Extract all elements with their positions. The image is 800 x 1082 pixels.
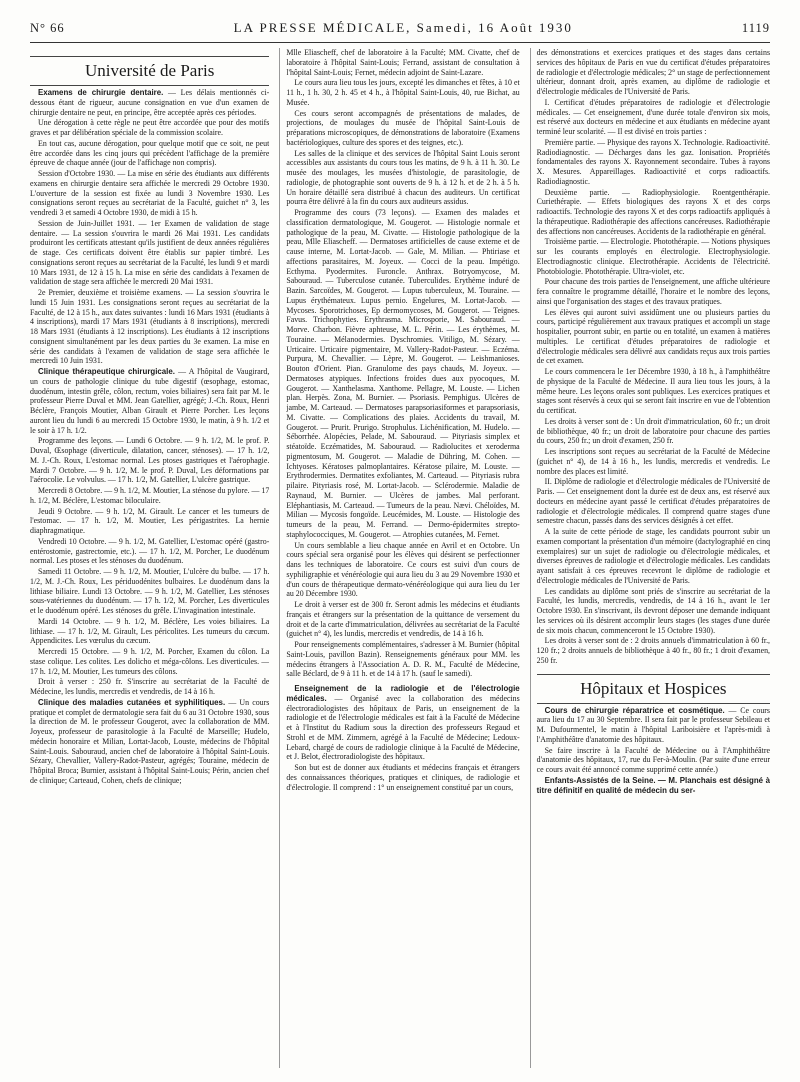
paragraph: Troisième partie. — Electrologie. Photothérapie. — Notions physiques sur les courants employés en électrologie. Electrophysiologie. Electrodiagnostic clinique. Electrothérapie. Accidents de l'électricité. Photobiologie. Photothérapie. Ultra-violet, etc. <box>536 237 771 276</box>
paragraph-heading: Examens de chirurgie dentaire. <box>38 88 164 97</box>
paragraph: des démonstrations et exercices pratiques et des stages dans certains services des hôpitaux de Paris en vue du certificat d'études préparatoires de radiologie et d'électrologie médicales; 2° un stage de perfectionnement ultérieur, donnant droit, après examen, au diplôme de radiologie et d'électrologie médicales de l'Université de Paris. <box>536 48 771 96</box>
paragraph <box>537 776 770 796</box>
paragraph: Les droits à verser sont de : 2 droits annuels d'immatriculation à 60 fr., 120 fr.; 2 droits annuels de bibliothèque à 40 fr., 80 fr.; 1 droit d'examen, 250 fr. <box>536 636 771 665</box>
column-2 <box>279 48 519 1068</box>
section-title-hopitaux: Hôpitaux et Hospices <box>537 674 770 704</box>
paragraph-heading: Clinique des maladies cutanées et syphilitiques. <box>38 697 226 707</box>
paragraph-text: — Ce cours aura lieu du 17 au 30 Septembre. Il sera fait par le professeur Sebileau et M. Dufourmentel, le matin à l'hôpital Lariboisière et l'après-midi à l'Amphithéâtre d'anatomie des hôpitaux. <box>536 705 771 744</box>
paragraph-heading: Cours de chirurgie réparatrice et cosmétique. <box>544 705 725 715</box>
page-number: 1119 <box>741 21 770 35</box>
paragraph <box>30 698 269 786</box>
paragraph-text: — Un cours pratique et complet de dermatologie sera fait du 6 au 31 Octobre 1930, sous la direction de M. le professeur Gougerot, avec la collaboration de MM. Joyeux, professeur de parasitologie à la Faculté de Marseille; Hudelo, médecin honoraire et Milian, Lortat-Jacob, Louste, médecins de l'hôpital Saint-Louis. Sabouraud, ancien chef de laboratoire à l'hôpital Saint-Louis. Sézary, Chevallier, Vallery-Radot-Pasteur, agrégés; Touraine, médecin de l'hôpital Broca; Burnier, assistant à l'hôpital Saint-Louis; Périn, ancien chef de clinique; Carteaud, Cohen, chefs de clinique; <box>30 697 270 785</box>
paragraph: Les élèves qui auront suivi assidûment une ou plusieurs parties du cours, participé régulièrement aux travaux pratiques et accompli un stage hospitalier, pourront subir, en partie ou en totalité, un examen à matières multiples. Le certificat d'études préparatoires de radiologie et d'électrologie médicales sera délivré aux candidats reçus aux trois parties de cet examen. <box>536 307 771 366</box>
paragraph: Mardi 14 Octobre. — 9 h. 1/2, M. Béclère, Les voies biliaires. La lithiase. — 17 h. 1/2, M. Girault, Les péricolites. Les tumeurs du cæcum. Appendicites. Les vœrulus du cæcum. <box>30 616 270 646</box>
paragraph: En tout cas, aucune dérogation, pour quelque motif que ce soit, ne peut être accordée dans les cinq jours qui précèdent l'affichage de la première épreuve de chaque année (jour de l'affichage non compris). <box>30 138 270 168</box>
paragraph: Mercredi 8 Octobre. — 9 h. 1/2, M. Moutier, La sténose du pylore. — 17 h. 1/2, M. Béclère, L'estomac biloculaire. <box>30 486 270 505</box>
paragraph: Droit à verser : 250 fr. S'inscrire au secrétariat de la Faculté de Médecine, les lundis, mercredis et vendredis, de 14 à 16 h. <box>30 677 270 696</box>
paragraph <box>30 88 269 117</box>
paragraph: Se faire inscrire à la Faculté de Médecine ou à l'Amphithéâtre d'anatomie des hôpitaux, 17, rue du Fer-à-Moulin. (Par suite d'une erreur ce cours avait été annoncé comme supprimé cette année.) <box>536 745 771 774</box>
paragraph-text: — M. Planchais est désigné à titre définitif en qualité de médecin du ser- <box>536 775 771 795</box>
paragraph-text: — Les délais mentionnés ci-dessous étant de rigueur, aucune consignation en vue d'un examen de chirurgie dentaire ne peut, en principe, être acceptée après ces périodes. <box>30 88 270 117</box>
paragraph: Pour chacune des trois parties de l'enseignement, une affiche ultérieure fera connaître le programme détaillé, l'horaire et le nombre des leçons, ainsi que l'organisation des stages et des travaux pratiques. <box>536 277 771 306</box>
paragraph: A la suite de cette période de stage, les candidats pourront subir un examen comportant la présentation d'un mémoire (dactylographié en cinq exemplaires) sur un sujet de radiologie ou d'électrologie médicales, et diverses épreuves de radiologie et d'électrologie médicales. Les candidats ayant satisfait à ces épreuves recevront le diplôme de radiologie et d'électrologie médicales de l'Université de Paris. <box>536 527 771 585</box>
section-title-universite: Université de Paris <box>30 56 269 86</box>
paragraph-heading: Clinique thérapeutique chirurgicale. <box>38 367 175 376</box>
paragraph: Mlle Eliascheff, chef de laboratoire à la Faculté; MM. Civatte, chef de laboratoire à l'hôpital Saint-Louis; Ferrand, assistant de consultation à l'hôpital Saint-Louis; Fernet, médecin adjoint de Saint-Lazare. <box>286 48 520 77</box>
paragraph-heading: Enfants-Assistés de la Seine. <box>544 775 656 785</box>
paragraph <box>537 706 770 745</box>
page-header <box>30 20 770 40</box>
paragraph: Un cours semblable a lieu chaque année en Avril et en Octobre. Un cours spécial sera organisé pour les élèves qui désirent se perfectionner dans les techniques de laboratoire. Ce cours est suivi d'un cours de syphiligraphie et vénéréologie qui aura lieu du 3 au 29 Novembre 1930 et d'un cours de thérapeutique dermato-vénéréologique qui aura lieu du 1er au 20 Décembre 1930. <box>286 540 520 599</box>
paragraph: Pour renseignements complémentaires, s'adresser à M. Burnier (hôpital Saint-Louis, pavillon Bazin). Renseignements généraux pour MM. les médecins étrangers à l'Association A. D. R. M., Faculté de Médecine, salle Béclard, de 9 à 11 h. et de 14 à 17 h. (sauf le samedi). <box>286 640 520 679</box>
paragraph: Le cours aura lieu tous les jours, excepté les dimanches et fêtes, à 10 et 11 h., 1 h. 30, 2 h. 45 et 4 h., à l'hôpital Saint-Louis, 40, rue Bichat, au Musée. <box>286 78 520 107</box>
paragraph: Session d'Octobre 1930. — La mise en série des étudiants aux différents examens en chirurgie dentaire sera affichée le mercredi 29 Octobre 1930. L'ouverture de la session est fixée au lundi 3 Novembre 1930. Les consignations seront reçues au secrétariat de la Faculté, guichet n° 3, les vendredi 3 et samedi 4 Octobre 1930, de midi à 15 h. <box>30 169 270 217</box>
paragraph: Les inscriptions sont reçues au secrétariat de la Faculté de Médecine (guichet n° 4), de 14 à 16 h., les lundis, mercredis et vendredis. Le nombre des places est limité. <box>536 447 771 476</box>
paragraph: Les salles de la clinique et des services de l'hôpital Saint Louis seront accessibles aux assistants du cours tous les matins, de 9 h. à 11 h. 30. Le musée des moulages, les musées d'histologie, de parasitologie, de radiologie, de photographie sont ouverts de 9 h. à 12 h. et de 2 h. à 5 h. Un horaire détaillé sera distribué à chacun des auditeurs. Un certificat pourra être délivré à la fin du cours aux auditeurs assidus. <box>286 148 520 207</box>
paragraph: Programme des cours (73 leçons). — Examen des malades et classification dermatologique, M. Gougerot. — Histologie normale et pathologique de la peau, M. Civatte. — Histologie pathologique de la peau, Mlle Eliascheff. — Dermatoses artificielles de cause externe et de cause interne, M. Lortat-Jacob. — Gale, M. Milian. — Phtiriase et affections parasitaires, M. Joyeux. — Cocci de la peau. Impétigo. Ecthyma. Pyodermites. Furoncle. Anthrax. Botryomycose, M. Sabouraud. — Tuberculose cutanée. Tuberculides. Erythème induré de Bazin. Sarcoïdes, M. Gougerot. — Lupus tuberculeux, M. Touraine. — Lupus érythémateux. Lupus pernio. Engelures, M. Lortat-Jacob. — Mycoses. Sporotrichoses, Ep dermomycoses, M. Gougerot. — Teignes. Favus. Trichophyties. Erythrasma. Microsporie, M. Sabouraud. — Morve. Charbon. Fièvre aphteuse, M. L. Périn. — Les érythèmes, M. Touraine. — Mélanodermies. Dyschromies. Vitiligo, M. Sézary. — Urticaire. Urticaire pigmentaire, M. Vallery-Radot-Pasteur. — Eczéma. Purpura, M. Chevallier. — Lèpre, M. Gougerot. — Leishmanioses. Bouton d'Orient. Pian. Granulome des pays chauds, M. Joyeux. — Dermatoses atypiques. Infections froides dues aux pyocoques, M. Gougerot. — Xanthelasma. Xanthome. Pellagre, M. Louste. — Lichen plan. Herpès. Zona, M. Burnier. — Psoriasis. Pemphigus. Ulcères de jambe, M. Carteaud. — Dermatoses parapsoriasiformes et parapsoriasis, M. Civatte. — Complications des plaies. Accidents du travail, M. Gougerot. — Prurit. Prurigo. Strophulus. Lichénification, M. Hudelo. — Séborrhée. Alopécies, Pelade, M. Sabouraud. — Pityriasis simplex et stéatoïde. Eczématides, M. Sabouraud. — Radiolucites et xeroderma pigmentosum, M. Gougerot. — Maladie de Dühring, M. Cohen. — Ichtyoses. Kératoses palmoplantaires. Kératose pilaire, M. Louste. — Erythrodermies. Dermatites exfoliantes, M. Carteaud. — Pityriasis rubra pilaire. Pityriasis rosé, M. Lortat-Jacob. — Sclérodermie. Maladie de Raynaud, M. Burnier. — Ulcères de jambes. Mal perforant. Eléphantiasis, M. Carteaud. — Tumeurs de la peau. Nævi. Chéloïdes, M. Milian — Mycosis fongoïde. Leucémides, M. Louste. — Histologie des tumeurs de la peau, M. Ferrand. — Dermo-épidermites strepto-staphylococciques, M. Gougerot. — Atrophies cutanées, M. Fernet. <box>286 208 520 539</box>
columns <box>30 48 770 1068</box>
paragraph-text: — A l'hôpital de Vaugirard, un cours de pathologie clinique du tube digestif (œsophage, estomac, duodénum, intestin grêle, côlon, rectum, voies biliaires) sera fait par M. le professeur Pierre Duval et MM. Jean Gatellier, agrégé; J.-Ch. Roux, Henri Béclère, François Moutier, Alban Girault et Pierre Porcher. Les leçons auront lieu du lundi 6 au mercredi 15 Octobre 1930, le matin, à 9 h. 1/2 et le soir à 17 h. 1/2. <box>30 367 270 435</box>
paragraph-heading: Enseignement de la radiologie et de l'électrologie médicales. <box>286 684 520 703</box>
paragraph-text: — Organisé avec la collaboration des médecins électroradiologistes des hôpitaux de Paris, un enseignement de la radiologie et de l'électrologie médicales est fait à la Faculté de Médecine et à l'Institut du Radium sous la direction des professeurs Regaud et Strohl et de MM. Zimmern, agrégé à la Faculté de Médecine; Ledoux-Lebard, chargé de cours de radiologie clinique à la Faculté de Médecine, et J. Belot, électroradiologiste des hôpitaux. <box>286 693 520 762</box>
paragraph: Vendredi 10 Octobre. — 9 h. 1/2, M. Gatellier, L'estomac opéré (gastro-entérostomie, gastrectomie, etc.). — 17 h. 1/2, M. Porcher, Le duodénum normal. Les ptoses et les sténoses du duodénum. <box>30 536 270 566</box>
paragraph: Jeudi 9 Octobre. — 9 h. 1/2, M. Girault. Le cancer et les tumeurs de l'estomac. — 17 h. 1/2, M. Moutier, Les périgastrites. La hernie diaphragmatique. <box>30 506 270 535</box>
column-1 <box>30 48 269 1068</box>
paragraph: Deuxième partie. — Radiophysiologie. Roentgenthérapie. Curiethérapie. — Effets biologiques des rayons X et des corps radioactifs. Technologie des rayons X et des corps radioactifs appliqués à la thérapeutique. Radiothérapie des affections cancéreuses. Radiothérapie des affections non cancéreuses. Accidents de la radiothérapie en général. <box>536 187 771 236</box>
paragraph: Les candidats au diplôme sont priés de s'inscrire au secrétariat de la Faculté, les lundis, mercredis, vendredis, de 14 à 16 h., avant le 1er Octobre 1930. En s'inscrivant, ils devront déposer une demande indiquant les services où ils désirent accomplir leurs stages (les stages d'une durée de six mois chacun, commenceront le 15 Octobre 1930). <box>536 586 771 635</box>
header-rule <box>30 42 770 43</box>
paragraph: Son but est de donner aux étudiants et médecins français et étrangers des connaissances théoriques, pratiques et cliniques, de radiologie et d'électrologie. Il comprend : 1° un enseignement constitué par un cours, <box>286 763 520 792</box>
paragraph: Samedi 11 Octobre. — 9 h. 1/2, M. Moutier, L'ulcère du bulbe. — 17 h. 1/2, M. J.-Ch. Roux, Les périduodénites bulbaires. Le duodénum dans la lithiase biliaire. Lundi 13 Octobre. — 9 h. 1/2, M. Gatellier, Les sténoses sous-vatériennes du duodénum. — 17 h. 1/2, M. Porcher, Les diverticules et le duodénum opéré. Les sténoses du grêle. L'invagination intestinale. <box>30 567 270 615</box>
paragraph: 2e Premier, deuxième et troisième examens. — La session s'ouvrira le lundi 15 Juin 1931. Les consignations seront reçues au secrétariat de la Faculté, de 12 à 15 h., aux dates suivantes : lundi 16 Mars 1931 (étudiants à 4 inscriptions), mardi 17 Mars 1931 (étudiants à 8 inscriptions), mercredi 18 Mars 1931 (étudiants à 12 inscriptions). Les étudiants à 12 inscriptions consignent simultanément par les deux parties du 3e examen. La mise en série des candidats à l'examen de validation de stage sera affichée le mercredi 10 Juin 1931. <box>30 288 270 366</box>
paragraph: Programme des leçons. — Lundi 6 Octobre. — 9 h. 1/2, M. le prof. P. Duval, Œsophage (diverticule, dilatation, cancer, sténoses). — 17 h. 1/2, M. J.-Ch. Roux, L'estomac normal. Les ptoses gastriques et l'aérophagie. Mardi 7 Octobre. — 9 h. 1/2, M. le prof. P. Duval, Les déformations par l'aérocolie. Le volvulus. — 17 h. 1/2, M. Gatellier, L'ulcère gastrique. <box>30 436 270 485</box>
paragraph: Ces cours seront accompagnés de présentations de malades, de projections, de moulages du musée de l'hôpital Saint-Louis de préparations microscopiques, de démonstrations de laboratoire (Examens bactériologiques, culture des spores et des teignes, etc.). <box>286 108 520 147</box>
paragraph: Les droits à verser sont de : Un droit d'immatriculation, 60 fr.; un droit de bibliothèque, 40 fr.; un droit de laboratoire pour chacune des parties du cours, 250 fr.; un droit d'examen, 250 fr. <box>536 416 771 446</box>
paragraph <box>30 367 269 435</box>
paragraph: Première partie. — Physique des rayons X. Technologie. Radioactivité. Radiodiagnostic. — Décharges dans les gaz. Ionisation. Propriétés fondamentales des rayons X. Rayonnement secondaire. Tubes à rayons X. Mesures. Appareillages. Radioactivité et corps radioactifs. Radiodiagnostic. <box>536 137 771 186</box>
journal-title: LA PRESSE MÉDICALE, Samedi, 16 Août 1930 <box>233 20 573 35</box>
paragraph: Mercredi 15 Octobre. — 9 h. 1/2, M. Porcher, Examen du côlon. La stase colique. Les colites. Les dolicho et méga-côlons. Les diverticules. — 17 h. 1/2, M. Moutier, Les tumeurs des côlons. <box>30 647 270 676</box>
column-3 <box>530 48 770 1068</box>
paragraph: Une dérogation à cette règle ne peut être accordée que pour des motifs graves et par délibération spéciale de la commission scolaire. <box>30 118 270 137</box>
paragraph: Session de Juin-Juillet 1931. — 1er Examen de validation de stage dentaire. — La session s'ouvrira le mardi 26 Mai 1931. Les candidats produiront les certificats attestant qu'ils justifient de deux années régulières de stage. Ces certificats doivent être établis sur papier timbré. Les consignations seront reçues au secrétariat de la Faculté, les lundi 9 et mardi 10 Mars 1931, de 12 à 15 h. La mise en série des candidats à l'examen de validation de stage sera affichée le mercredi 20 Mai 1931. <box>30 218 270 287</box>
paragraph <box>286 684 519 762</box>
page-label: N° 66 <box>30 21 65 35</box>
paragraph: Le droit à verser est de 300 fr. Seront admis les médecins et étudiants français et étrangers sur la présentation de la quittance de versement du droit et de la carte d'immatriculation, délivrées au secrétariat de la Faculté (guichet n° 4), les lundis, mercredis et vendredis, de 14 à 16 h. <box>286 600 520 639</box>
paragraph: Le cours commencera le 1er Décembre 1930, à 18 h., à l'amphithéâtre de physique de la Faculté de Médecine. Il aura lieu tous les jours, à la même heure. Les leçons orales sont publiques. Les exercices pratiques et stages sont réservés à ceux qui se seront fait inscrire en vue de l'obtention du certificat. <box>536 367 771 415</box>
paragraph: II. Diplôme de radiologie et d'électrologie médicales de l'Université de Paris. — Cet enseignement dont la durée est de deux ans, est réservé aux docteurs en médecine ayant passé le certificat d'études préparatoires de radiologie et d'électrologie médicales. Il comprend quatre stages d'une semestre chacun, passés dans des services désignés à cet effet. <box>536 477 771 526</box>
paragraph: I. Certificat d'études préparatoires de radiologie et d'électrologie médicales. — Cet enseignement, d'une durée totale d'environ six mois, est réservé aux docteurs en médecine et aux étudiants en médecine ayant terminé leur scolarité. — Il est divisé en trois parties : <box>536 97 771 136</box>
